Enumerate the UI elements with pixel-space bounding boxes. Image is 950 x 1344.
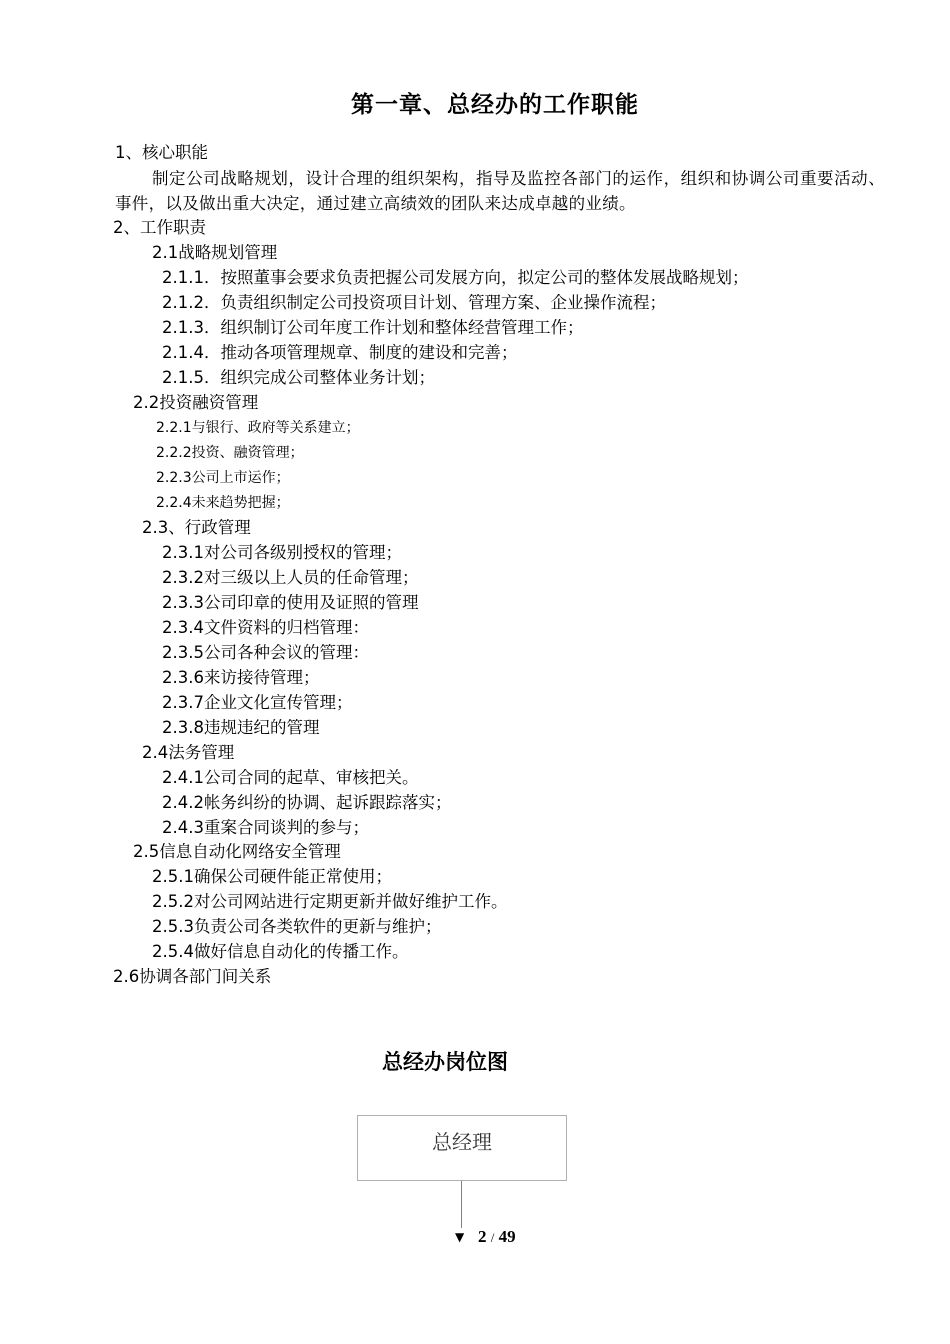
list-item: 2.3.5公司各种会议的管理： xyxy=(162,643,369,662)
list-item: 2.5.1确保公司硬件能正常使用； xyxy=(152,867,392,886)
list-item: 2.1.2．负责组织制定公司投资项目计划、管理方案、企业操作流程； xyxy=(162,293,666,312)
list-item: 2.4法务管理 xyxy=(142,743,235,762)
page-number xyxy=(478,1227,516,1247)
list-item: 2.1.1．按照董事会要求负责把握公司发展方向，拟定公司的整体发展战略规划； xyxy=(162,268,749,287)
page-separator: / xyxy=(490,1230,495,1245)
list-item: 2.1战略规划管理 xyxy=(152,243,278,262)
list-item: 2.3.7企业文化宣传管理； xyxy=(162,693,353,712)
list-item: 2.2.4未来趋势把握； xyxy=(156,495,290,511)
list-item: 2.2投资融资管理 xyxy=(133,393,259,412)
list-item: 2.5.3负责公司各类软件的更新与维护； xyxy=(152,917,442,936)
arrow-down-icon: ▼ xyxy=(455,1230,465,1244)
list-item: 2.4.2帐务纠纷的协调、起诉跟踪落实； xyxy=(162,793,452,812)
list-item: 2.3、行政管理 xyxy=(142,518,251,537)
list-item: 2.3.1对公司各级别授权的管理； xyxy=(162,543,402,562)
org-chart-title: 总经办岗位图 xyxy=(382,1050,508,1074)
list-item: 2.5.4做好信息自动化的传播工作。 xyxy=(152,942,409,961)
list-item: 2.3.2对三级以上人员的任命管理； xyxy=(162,568,419,587)
list-item: 2.2.3公司上市运作； xyxy=(156,470,290,486)
list-item: 2.3.4文件资料的归档管理： xyxy=(162,618,369,637)
list-item: 2.6协调各部门间关系 xyxy=(113,967,272,986)
list-item: 2.5信息自动化网络安全管理 xyxy=(133,842,341,861)
list-item: 2.2.1与银行、政府等关系建立； xyxy=(156,420,360,436)
list-item: 2.2.2投资、融资管理； xyxy=(156,445,304,461)
list-item: 2.3.6来访接待管理； xyxy=(162,668,320,687)
org-chart-box-general-manager xyxy=(357,1115,567,1181)
list-item: 2.1.4．推动各项管理规章、制度的建设和完善； xyxy=(162,343,518,362)
list-item: 2.3.8违规违纪的管理 xyxy=(162,718,320,737)
page-current: 2 xyxy=(478,1227,487,1246)
org-chart-box-label: 总经理 xyxy=(432,1130,492,1154)
list-item: 2.5.2对公司网站进行定期更新并做好维护工作。 xyxy=(152,892,508,911)
list-item: 2.4.1公司合同的起草、审核把关。 xyxy=(162,768,419,787)
section-heading-core: 1、核心职能 xyxy=(115,143,208,162)
list-item: 2.3.3公司印章的使用及证照的管理 xyxy=(162,593,419,612)
list-item: 2.4.3重案合同谈判的参与； xyxy=(162,818,369,837)
list-item: 2.1.3．组织制订公司年度工作计划和整体经营管理工作； xyxy=(162,318,584,337)
page-title: 第一章、总经办的工作职能 xyxy=(351,92,639,118)
page-total: 49 xyxy=(498,1227,516,1246)
org-chart-connector-line xyxy=(461,1181,462,1228)
section-heading-duties: 2、工作职责 xyxy=(113,218,206,237)
core-function-paragraph: 制定公司战略规划，设计合理的组织架构，指导及监控各部门的运作，组织和协调公司重要活动、事件，以及做出重大决定，通过建立高绩效的团队来达成卓越的业绩。 xyxy=(115,169,885,213)
list-item: 2.1.5．组织完成公司整体业务计划； xyxy=(162,368,435,387)
